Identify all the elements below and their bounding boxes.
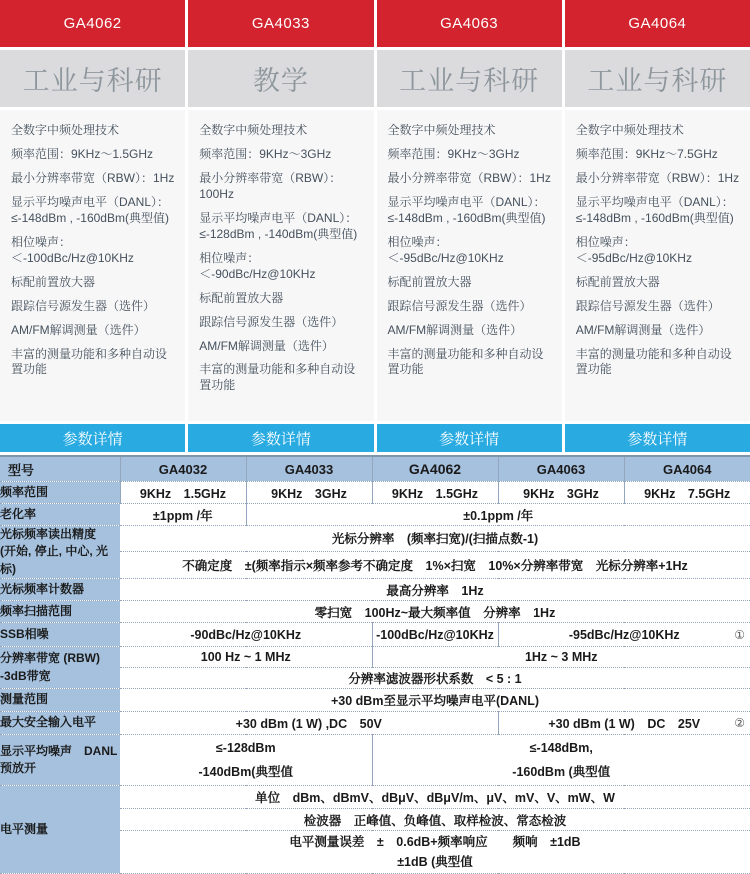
row-level-measure-1 [0,786,750,809]
spec-line: 频率范围：9KHz～3GHz [388,147,554,163]
spec-line: 全数字中频处理技术 [199,123,365,139]
row-label-line: 分辨率带宽 (RBW) [0,650,120,667]
spec-line: 最小分辨率带宽（RBW）：1Hz [11,171,177,187]
spec-line: 频率范围：9KHz～1.5GHz [11,147,177,163]
row-label: 老化率 [0,504,120,526]
product-spec-list [377,110,562,421]
cell-value: 光标分辨率 (频率扫宽)/(扫描点数-1) [120,526,750,552]
spec-line: 相位噪声：＜-90dBc/Hz@10KHz [199,251,365,283]
row-label: 电平测量 [0,786,120,874]
product-spec-list [0,110,185,421]
spec-line: 标配前置放大器 [11,275,177,291]
params-detail-button[interactable]: 参数详情 [377,424,562,452]
spec-line: AM/FM解调测量（选件） [388,323,554,339]
product-card-ga4033 [188,0,373,452]
spec-line: 标配前置放大器 [576,275,742,291]
spec-line: 显示平均噪声电平（DANL）：≤-148dBm , -160dBm(典型值) [388,195,554,227]
row-label: SSB相噪 [0,623,120,647]
table-header-row [0,456,750,482]
row-label-line: 预放开 [0,760,120,777]
product-model-title: GA4064 [565,0,750,47]
cell-value: ±0.1ppm /年 [246,504,750,526]
cell-value: +30 dBm至显示平均噪声电平(DANL) [120,689,750,712]
spec-line: 丰富的测量功能和多种自动设置功能 [388,347,554,379]
spec-line: AM/FM解调测量（选件） [199,339,365,355]
row-aging-rate [0,504,750,526]
cell-value: 9KHz 1.5GHz [372,482,498,504]
cell-value: 9KHz 7.5GHz [624,482,750,504]
footnote-2-marker: ② [734,716,745,730]
spec-line: 全数字中频处理技术 [11,123,177,139]
row-label-line: -3dB带宽 [0,668,120,685]
cell-text-line: ±1dB (典型值 [120,852,750,872]
row-label-line: (开始, 停止, 中心, 光标) [0,543,120,578]
params-detail-button[interactable]: 参数详情 [188,424,373,452]
row-label [0,526,120,579]
spec-line: 标配前置放大器 [199,291,365,307]
spec-line: 相位噪声：＜-100dBc/Hz@10KHz [11,235,177,267]
spec-line: 相位噪声：＜-95dBc/Hz@10KHz [576,235,742,267]
spec-line: 跟踪信号源发生器（选件） [199,315,365,331]
cell-value: -100dBc/Hz@10KHz [372,623,498,647]
footnote-1-marker: ① [734,628,745,642]
row-label [0,647,120,689]
spec-line: 最小分辨率带宽（RBW）：1Hz [576,171,742,187]
row-label: 最大安全输入电平 [0,712,120,735]
spec-line: 全数字中频处理技术 [388,123,554,139]
product-card-ga4062 [0,0,185,452]
cell-value [120,831,750,874]
spec-line: 丰富的测量功能和多种自动设置功能 [576,347,742,379]
params-detail-button[interactable]: 参数详情 [0,424,185,452]
cell-value: +30 dBm (1 W) ,DC 50V [120,712,498,735]
row-measurement-range [0,689,750,712]
product-card-ga4063 [377,0,562,452]
row-danl-preamp-on [0,735,750,786]
spec-line: 频率范围：9KHz～3GHz [199,147,365,163]
product-category-label: 工业与科研 [565,50,750,107]
row-label: 频率范围 [0,482,120,504]
spec-line: AM/FM解调测量（选件） [576,323,742,339]
cell-text-line: 电平测量误差 ± 0.6dB+频率响应 频响 ±1dB [120,832,750,852]
cell-value: 9KHz 1.5GHz [120,482,246,504]
cell-value: 分辨率滤波器形状系数 < 5 : 1 [120,668,750,689]
cell-value [498,712,750,735]
spec-line: 显示平均噪声电平（DANL）：≤-128dBm , -140dBm(典型值) [199,211,365,243]
params-detail-button[interactable]: 参数详情 [565,424,750,452]
cell-value: 单位 dBm、dBmV、dBμV、dBμV/m、μV、mV、V、mW、W [120,786,750,809]
column-header-ga4032: GA4032 [120,456,246,482]
row-label: 频率扫描范围 [0,601,120,623]
cell-text-line: -160dBm (典型值 [373,760,750,784]
cell-text: -95dBc/Hz@10KHz [569,628,680,642]
column-header-ga4064: GA4064 [624,456,750,482]
product-spec-list [188,110,373,421]
row-ssb-phase-noise [0,623,750,647]
spec-line: 显示平均噪声电平（DANL）：≤-148dBm , -160dBm(典型值) [11,195,177,227]
cell-value: -90dBc/Hz@10KHz [120,623,372,647]
cell-text: +30 dBm (1 W) DC 25V [548,717,700,731]
cell-value [120,735,372,786]
spec-comparison-table [0,455,750,874]
spec-line: 标配前置放大器 [388,275,554,291]
row-label [0,735,120,786]
product-category-label: 工业与科研 [377,50,562,107]
cell-text-line: -140dBm(典型值 [120,760,372,784]
spec-line: 最小分辨率带宽（RBW）：1Hz [388,171,554,187]
row-marker-counter [0,579,750,601]
cell-text-line: ≤-128dBm [120,736,372,760]
cell-value: 1Hz ~ 3 MHz [372,647,750,668]
cell-text-line: ≤-148dBm, [373,736,750,760]
row-rbw-1 [0,647,750,668]
spec-line: 显示平均噪声电平（DANL）：≤-148dBm , -160dBm(典型值) [576,195,742,227]
column-header-ga4062: GA4062 [372,456,498,482]
product-card-ga4064 [565,0,750,452]
spec-line: AM/FM解调测量（选件） [11,323,177,339]
spec-line: 跟踪信号源发生器（选件） [388,299,554,315]
product-spec-list [565,110,750,421]
row-label-line: 光标频率读出精度 [0,526,120,543]
product-model-title: GA4063 [377,0,562,47]
row-label-line: 显示平均噪声 DANL [0,743,120,760]
column-header-ga4063: GA4063 [498,456,624,482]
cell-value: 9KHz 3GHz [246,482,372,504]
product-category-label: 工业与科研 [0,50,185,107]
cell-value: 检波器 正峰值、负峰值、取样检波、常态检波 [120,809,750,831]
spec-line: 频率范围：9KHz～7.5GHz [576,147,742,163]
cell-value: 零扫宽 100Hz~最大频率值 分辨率 1Hz [120,601,750,623]
column-header-ga4033: GA4033 [246,456,372,482]
spec-line: 全数字中频处理技术 [576,123,742,139]
spec-line: 跟踪信号源发生器（选件） [576,299,742,315]
row-sweep-range [0,601,750,623]
cell-value: 不确定度 ±(频率指示×频率参考不确定度 1%×扫宽 10%×分辨率带宽 光标分辨率+1Hz [120,551,750,578]
spec-line: 相位噪声：＜-95dBc/Hz@10KHz [388,235,554,267]
spec-line: 丰富的测量功能和多种自动设置功能 [199,362,365,394]
table-header-model: 型号 [0,456,120,482]
spec-line: 最小分辨率带宽（RBW）：100Hz [199,171,365,203]
spec-line: 跟踪信号源发生器（选件） [11,299,177,315]
cell-value [498,623,750,647]
row-max-safe-input [0,712,750,735]
row-marker-accuracy-1 [0,526,750,552]
product-model-title: GA4062 [0,0,185,47]
row-frequency-range [0,482,750,504]
cell-value: 最高分辨率 1Hz [120,579,750,601]
row-label: 测量范围 [0,689,120,712]
spec-line: 丰富的测量功能和多种自动设置功能 [11,347,177,379]
cell-value [372,735,750,786]
product-category-label: 教学 [188,50,373,107]
row-label: 光标频率计数器 [0,579,120,601]
cell-value: ±1ppm /年 [120,504,246,526]
cell-value: 100 Hz ~ 1 MHz [120,647,372,668]
cell-value: 9KHz 3GHz [498,482,624,504]
product-model-title: GA4033 [188,0,373,47]
